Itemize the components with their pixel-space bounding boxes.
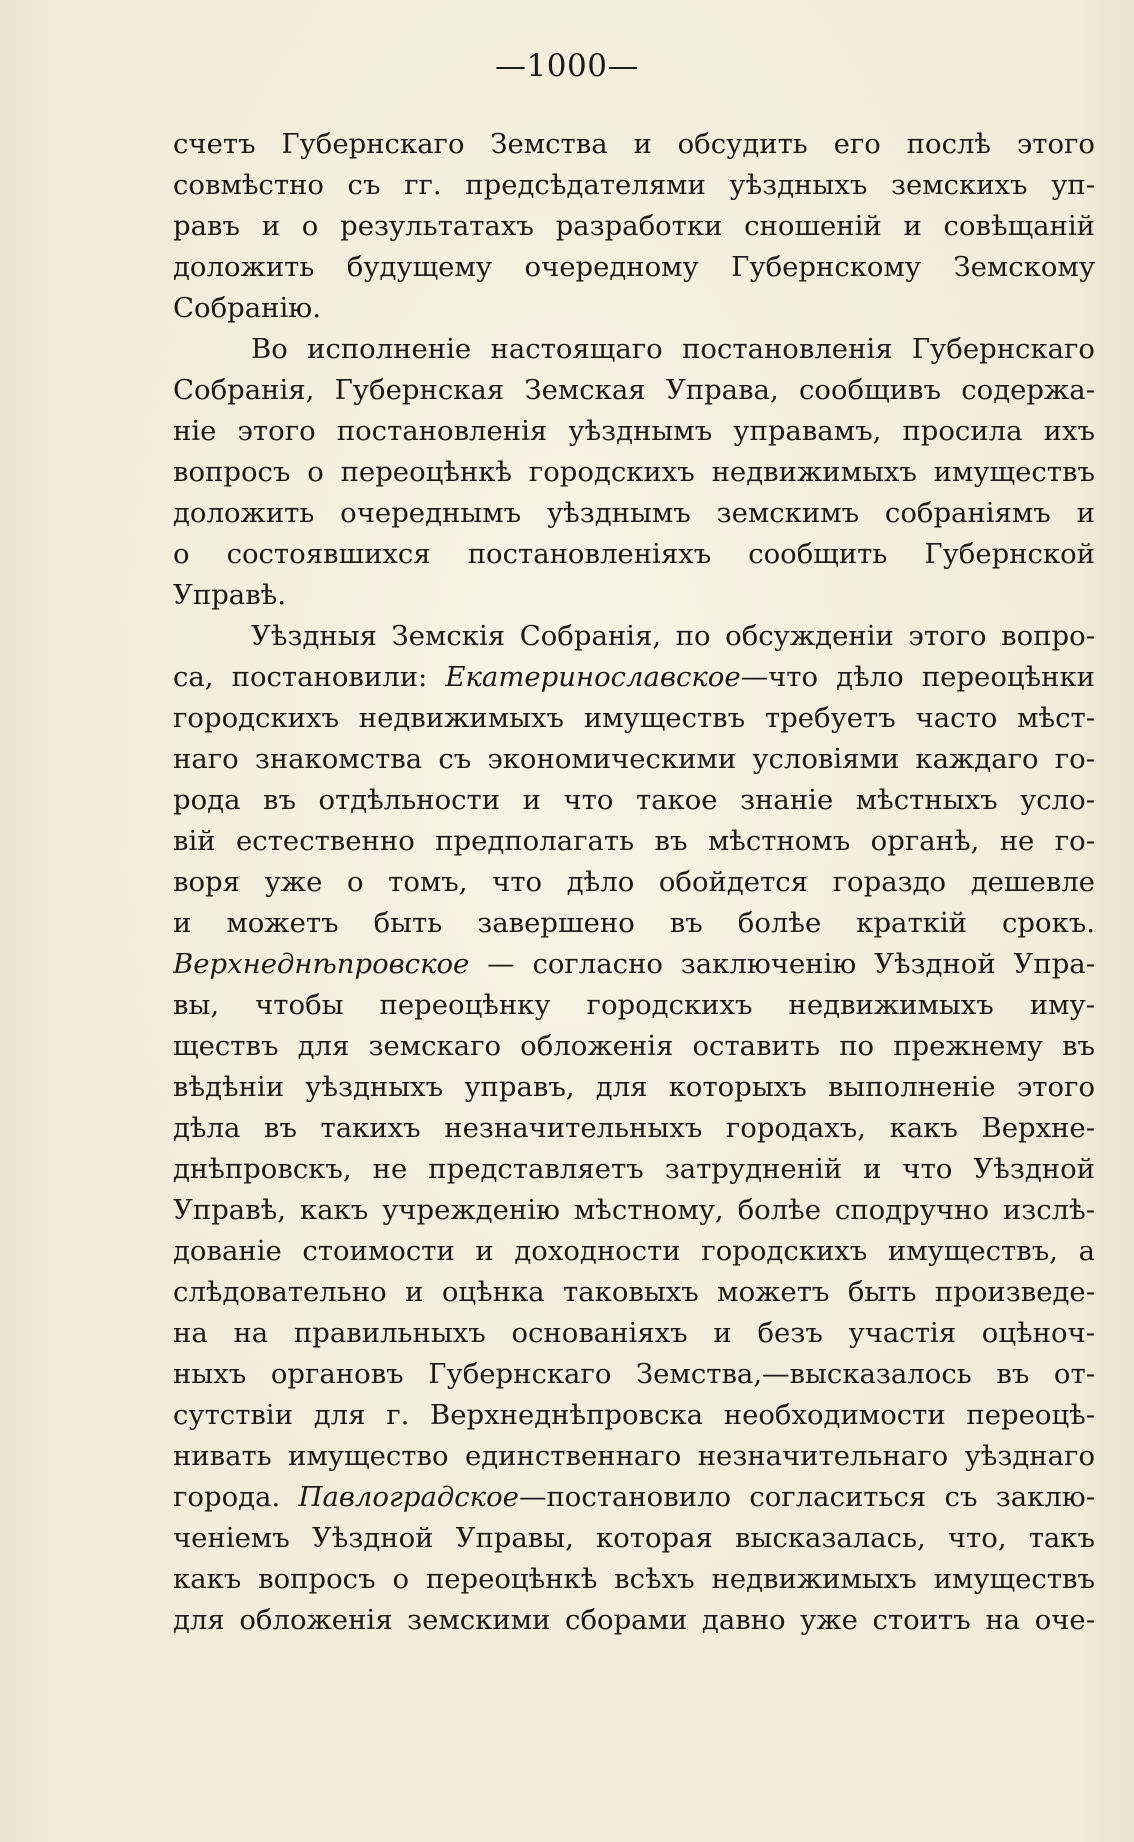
text-line: равъ и о результатахъ разработки сношеній и совѣщаній [173, 210, 1095, 242]
text-segment: —постановило согласиться съ заклю- [518, 1481, 1095, 1513]
text-line [173, 1477, 1095, 1518]
text-line: и можетъ быть завершено въ болѣе краткій срокъ. [173, 907, 1095, 939]
text-line [173, 657, 1095, 698]
text-line: рода въ отдѣльности и что такое знаніе мѣстныхъ усло- [173, 784, 1095, 816]
text-line: доложить будущему очередному Губернскому Земскому [173, 251, 1095, 283]
text-line: для обложенія земскими сборами давно уже стоитъ на оче- [173, 1604, 1095, 1636]
italic-term: Павлоградское [298, 1481, 519, 1513]
text-line: городскихъ недвижимыхъ имуществъ требуетъ часто мѣст- [173, 702, 1095, 734]
italic-term: Верхнеднѣпровское [173, 948, 470, 980]
text-line: ществъ для земскаго обложенія оставить по прежнему въ [173, 1030, 1095, 1062]
text-line: дованіе стоимости и доходности городскихъ имуществъ, а [173, 1235, 1095, 1267]
text-line: Собранія, Губернская Земская Управа, сообщивъ содержа- [173, 374, 1095, 406]
text-line: счетъ Губернскаго Земства и обсудить его послѣ этого [173, 128, 1095, 160]
text-segment: — согласно заключенію Уѣздной Упра- [469, 948, 1095, 980]
text-line: вій естественно предполагать въ мѣстномъ органѣ, не го- [173, 825, 1095, 857]
text-line: Собранію. [173, 292, 321, 324]
text-line: о состоявшихся постановленіяхъ сообщить Губернской [173, 538, 1095, 570]
text-line: вѣдѣніи уѣздныхъ управъ, для которыхъ выполненіе этого [173, 1071, 1095, 1103]
text-line: доложить очереднымъ уѣзднымъ земскимъ собраніямъ и [173, 497, 1095, 529]
text-line: слѣдовательно и оцѣнка таковыхъ можетъ быть произведе- [173, 1276, 1095, 1308]
text-line [173, 944, 1095, 985]
text-line: какъ вопросъ о переоцѣнкѣ всѣхъ недвижимыхъ имуществъ [173, 1563, 1095, 1595]
text-line: дѣла въ такихъ незначительныхъ городахъ, какъ Верхне- [173, 1112, 1095, 1144]
text-line: нивать имущество единственнаго незначительнаго уѣзднаго [173, 1440, 1095, 1472]
text-line: ніе этого постановленія уѣзднымъ управамъ, просила ихъ [173, 415, 1095, 447]
text-line: сутствіи для г. Верхнеднѣпровска необходимости переоцѣ- [173, 1399, 1095, 1431]
text-line: воря уже о томъ, что дѣло обойдется гораздо дешевле [173, 866, 1095, 898]
text-line: Управѣ. [173, 579, 287, 611]
text-line: Во исполненіе настоящаго постановленія Губернскаго [251, 333, 1095, 365]
text-line: вы, чтобы переоцѣнку городскихъ недвижимыхъ иму- [173, 989, 1095, 1021]
text-line: Управѣ, какъ учрежденію мѣстному, болѣе сподручно изслѣ- [173, 1194, 1095, 1226]
text-line: днѣпровскъ, не представляетъ затрудненій и что Уѣздной [173, 1153, 1095, 1185]
text-segment: города. [173, 1481, 299, 1513]
text-line: совмѣстно съ гг. предсѣдателями уѣздныхъ земскихъ уп- [173, 169, 1095, 201]
italic-term: Екатеринославское [445, 661, 741, 693]
text-line: на на правильныхъ основаніяхъ и безъ участія оцѣноч- [173, 1317, 1095, 1349]
text-line: Уѣздныя Земскія Собранія, по обсужденіи этого вопро- [251, 620, 1095, 652]
text-line: наго знакомства съ экономическими условіями каждаго го- [173, 743, 1095, 775]
text-line: ченіемъ Уѣздной Управы, которая высказалась, что, такъ [173, 1522, 1095, 1554]
page-number: —1000— [495, 48, 639, 84]
text-line: вопросъ о переоцѣнкѣ городскихъ недвижимыхъ имуществъ [173, 456, 1095, 488]
text-line: ныхъ органовъ Губернскаго Земства,—высказалось въ от- [173, 1358, 1095, 1390]
body-text [173, 124, 1095, 1641]
text-segment: са, постановили: [173, 661, 446, 693]
text-segment: —что дѣло переоцѣнки [740, 661, 1095, 693]
